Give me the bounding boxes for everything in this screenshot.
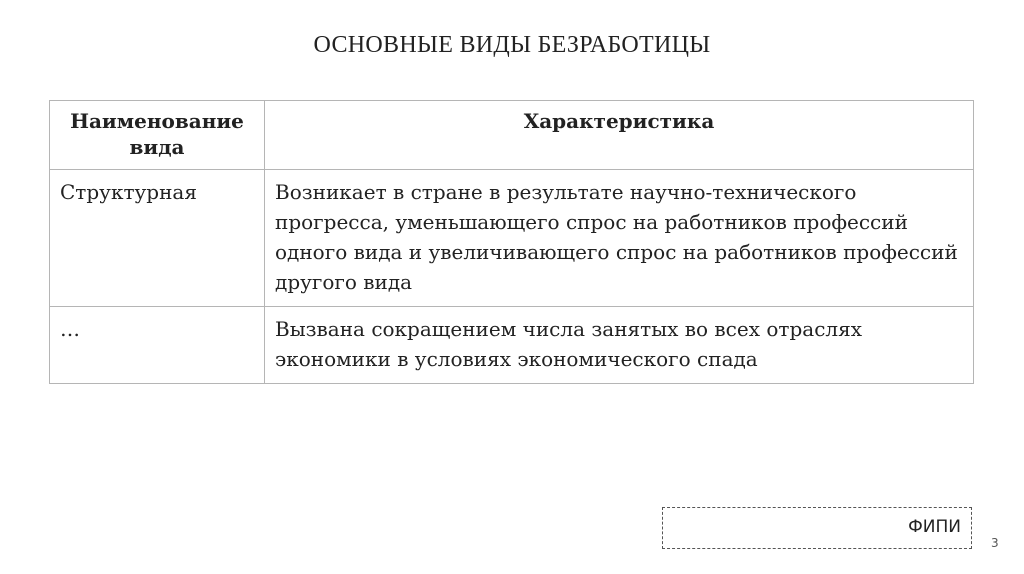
header-name: Наименование вида [50, 101, 265, 170]
slide-title: ОСНОВНЫЕ ВИДЫ БЕЗРАБОТИЦЫ [313, 32, 711, 58]
page-number: 3 [991, 536, 999, 550]
table-header-row [50, 101, 974, 170]
table-row [50, 307, 974, 384]
row-name-cell: … [50, 307, 265, 384]
unemployment-types-table [49, 100, 974, 384]
table-row [50, 170, 974, 307]
row-name-cell: Структурная [50, 170, 265, 307]
header-description: Характеристика [265, 101, 974, 170]
source-label: ФИПИ [908, 517, 961, 537]
row-description-cell: Возникает в стране в результате научно-технического прогресса, уменьшающего спрос на работников профессий одного вида и увеличивающего спрос на работников профессий другого вида [265, 170, 974, 307]
source-box [662, 507, 972, 549]
row-description-cell: Вызвана сокращением числа занятых во всех отраслях экономики в условиях экономического спада [265, 307, 974, 384]
